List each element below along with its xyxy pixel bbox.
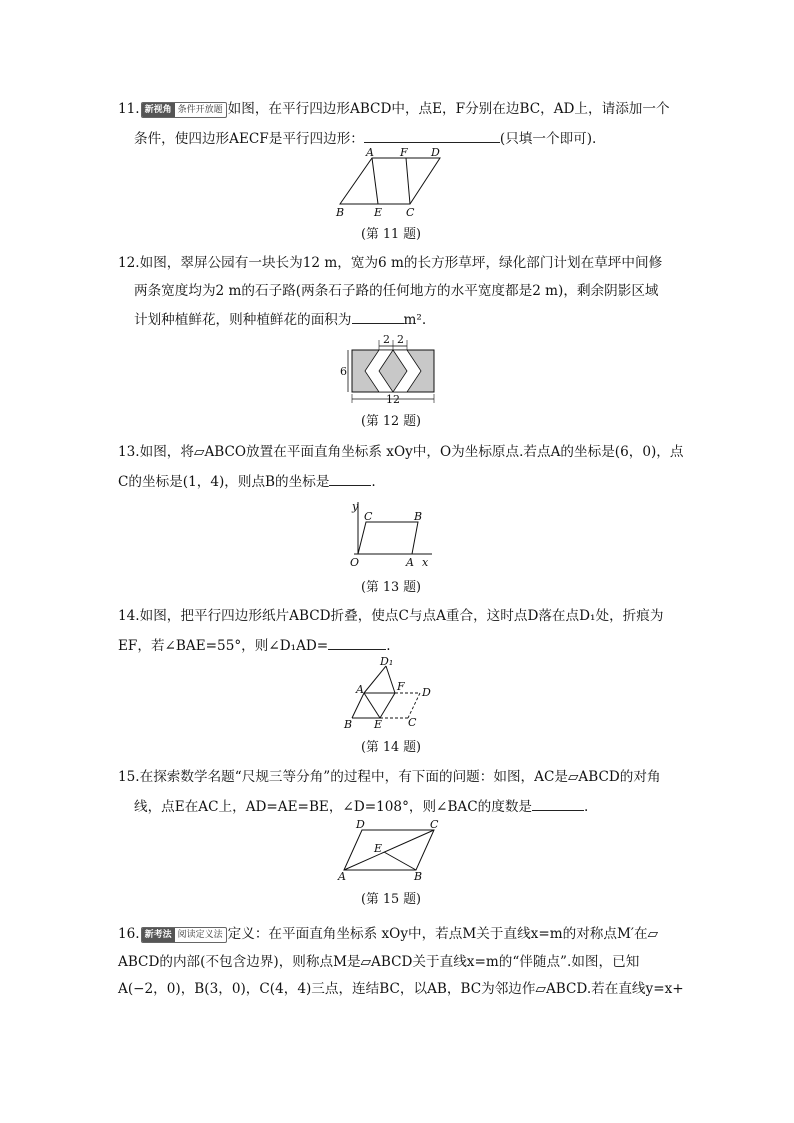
- q14-label-b: B: [344, 718, 353, 731]
- q16-line3: A(−2，0)，B(3，0)，C(4，4)三点，连结BC，以AB，BC为邻边作▱ABCD.若在直线y=x+: [118, 981, 684, 997]
- q14-label-c: C: [408, 716, 417, 729]
- q12-line1: 12.如图，翠屏公园有一块长为12 m，宽为6 m的长方形草坪，绿化部门计划在草坪中间修: [118, 255, 663, 271]
- q15-figure: [334, 818, 444, 884]
- q11-parallelogram: [340, 158, 440, 204]
- q15-line1: 15.在探索数学名题“尺规三等分角”的过程中，有下面的问题：如图，AC是▱ABCD的对角: [118, 769, 661, 785]
- q16-badge: [141, 927, 227, 943]
- q11-label-d: D: [431, 146, 440, 159]
- q14-label-f: F: [397, 680, 405, 693]
- q13-label-a: A: [406, 556, 414, 569]
- q13-text-line2b: .: [371, 474, 376, 490]
- q11-label-c: C: [406, 206, 415, 219]
- q13-parallelogram: [358, 522, 418, 554]
- q15-text-line2b: .: [584, 799, 589, 815]
- q15-diagonal-ac: [344, 830, 434, 870]
- q16-line1: [118, 925, 658, 943]
- q14-label-d: D: [422, 686, 431, 699]
- q14-label-a: A: [356, 683, 364, 696]
- q14-label-e: E: [374, 718, 383, 731]
- q15-label-a: A: [338, 870, 346, 883]
- q14-caption: (第 14 题): [361, 740, 421, 755]
- q12-lawn: [352, 350, 434, 392]
- q16-text-line1: 定义：在平面直角坐标系 xOy中，若点M关于直线x=m的对称点M′在▱: [227, 926, 659, 942]
- q13-text-line2a: C的坐标是(1，4)，则点B的坐标是: [118, 474, 330, 490]
- q16-number: 16.: [118, 926, 140, 942]
- q12-line2: 两条宽度均为2 m的石子路(两条石子路的任何地方的水平宽度都是2 m)，剩余阴影区域: [134, 283, 659, 299]
- q12-text-line3b: m².: [403, 312, 427, 328]
- q12-line3: [134, 309, 426, 329]
- q15-label-c: C: [430, 818, 439, 831]
- q15-label-e: E: [374, 842, 383, 855]
- q12-figure: [338, 334, 442, 406]
- q14-segment-ae: [364, 693, 380, 718]
- q11-label-e: E: [374, 206, 383, 219]
- q13-caption: (第 13 题): [361, 580, 421, 595]
- q15-label-d: D: [356, 818, 365, 831]
- q13-figure: [344, 496, 440, 572]
- q15-answer-blank[interactable]: [532, 796, 584, 811]
- q12-label-h: 6: [340, 365, 347, 378]
- q11-answer-blank[interactable]: [364, 128, 500, 143]
- q11-badge: [141, 102, 227, 118]
- q14-line1: 14.如图，把平行四边形纸片ABCD折叠，使点C与点A重合，这时点D落在点D₁处，折痕为: [118, 608, 664, 624]
- q11-text-line2b: (只填一个即可).: [499, 131, 597, 147]
- q11-segment-ae: [372, 158, 378, 204]
- q12-answer-blank[interactable]: [352, 309, 404, 324]
- q11-label-a: A: [366, 146, 374, 159]
- q11-text-line1: 如图，在平行四边形ABCD中，点E，F分别在边BC，AD上，请添加一个: [227, 101, 670, 117]
- q11-badge-tag: 新视角: [142, 103, 175, 117]
- q11-segment-fc: [406, 158, 410, 204]
- q11-text-line2a: 条件，使四边形AECF是平行四边形：: [134, 131, 364, 147]
- q15-text-line2a: 线，点E在AC上，AD=AE=BE，∠D=108°，则∠BAC的度数是: [134, 799, 533, 815]
- q15-label-b: B: [414, 870, 423, 883]
- q14-text-line2b: .: [386, 638, 391, 654]
- q14-label-d1: D₁: [380, 655, 394, 668]
- q16-badge-text: 阅读定义法: [177, 929, 223, 940]
- q16-badge-tag: 新考法: [142, 928, 175, 942]
- q14-answer-blank[interactable]: [328, 635, 386, 650]
- q16-line2: ABCD的内部(不包含边界)，则称点M是▱ABCD关于直线x=m的“伴随点”.如图，已知: [118, 954, 640, 970]
- q11-caption: (第 11 题): [361, 227, 421, 242]
- q14-segment-d1f: [386, 666, 395, 693]
- q11-label-b: B: [336, 206, 345, 219]
- q11-line1: [118, 100, 670, 118]
- q12-label-len: 12: [386, 393, 400, 406]
- q12-label-w2: 2: [397, 333, 404, 346]
- q13-label-b: B: [414, 510, 423, 523]
- q15-line2: [134, 796, 588, 816]
- q13-label-x: x: [422, 556, 429, 569]
- q13-label-y: y: [352, 500, 359, 513]
- q14-segment-ad1: [364, 666, 386, 693]
- q12-label-w1: 2: [383, 333, 390, 346]
- q13-label-c: C: [364, 510, 373, 523]
- q14-figure: [336, 656, 440, 736]
- q11-number: 11.: [118, 101, 140, 117]
- q14-segment-ab: [352, 693, 364, 718]
- q13-answer-blank[interactable]: [329, 471, 371, 486]
- q11-label-f: F: [400, 146, 408, 159]
- q14-segment-ef: [380, 693, 395, 718]
- q13-label-o: O: [350, 556, 360, 569]
- q15-segment-eb: [384, 852, 416, 870]
- q12-caption: (第 12 题): [361, 414, 421, 429]
- q14-text-line2a: EF，若∠BAE=55°，则∠D₁AD=: [118, 638, 329, 654]
- q11-badge-text: 条件开放题: [177, 104, 223, 115]
- q13-line1: 13.如图，将▱ABCO放置在平面直角坐标系 xOy中，O为坐标原点.若点A的坐标是(6，0)，点: [118, 444, 684, 460]
- q13-line2: [118, 471, 376, 491]
- q11-line2: [134, 128, 596, 148]
- q14-line2: [118, 635, 391, 655]
- q14-segment-dc-dashed: [408, 693, 420, 718]
- q12-text-line3a: 计划种植鲜花，则种植鲜花的面积为: [134, 312, 352, 328]
- q11-figure: [330, 148, 460, 220]
- q15-caption: (第 15 题): [361, 892, 421, 907]
